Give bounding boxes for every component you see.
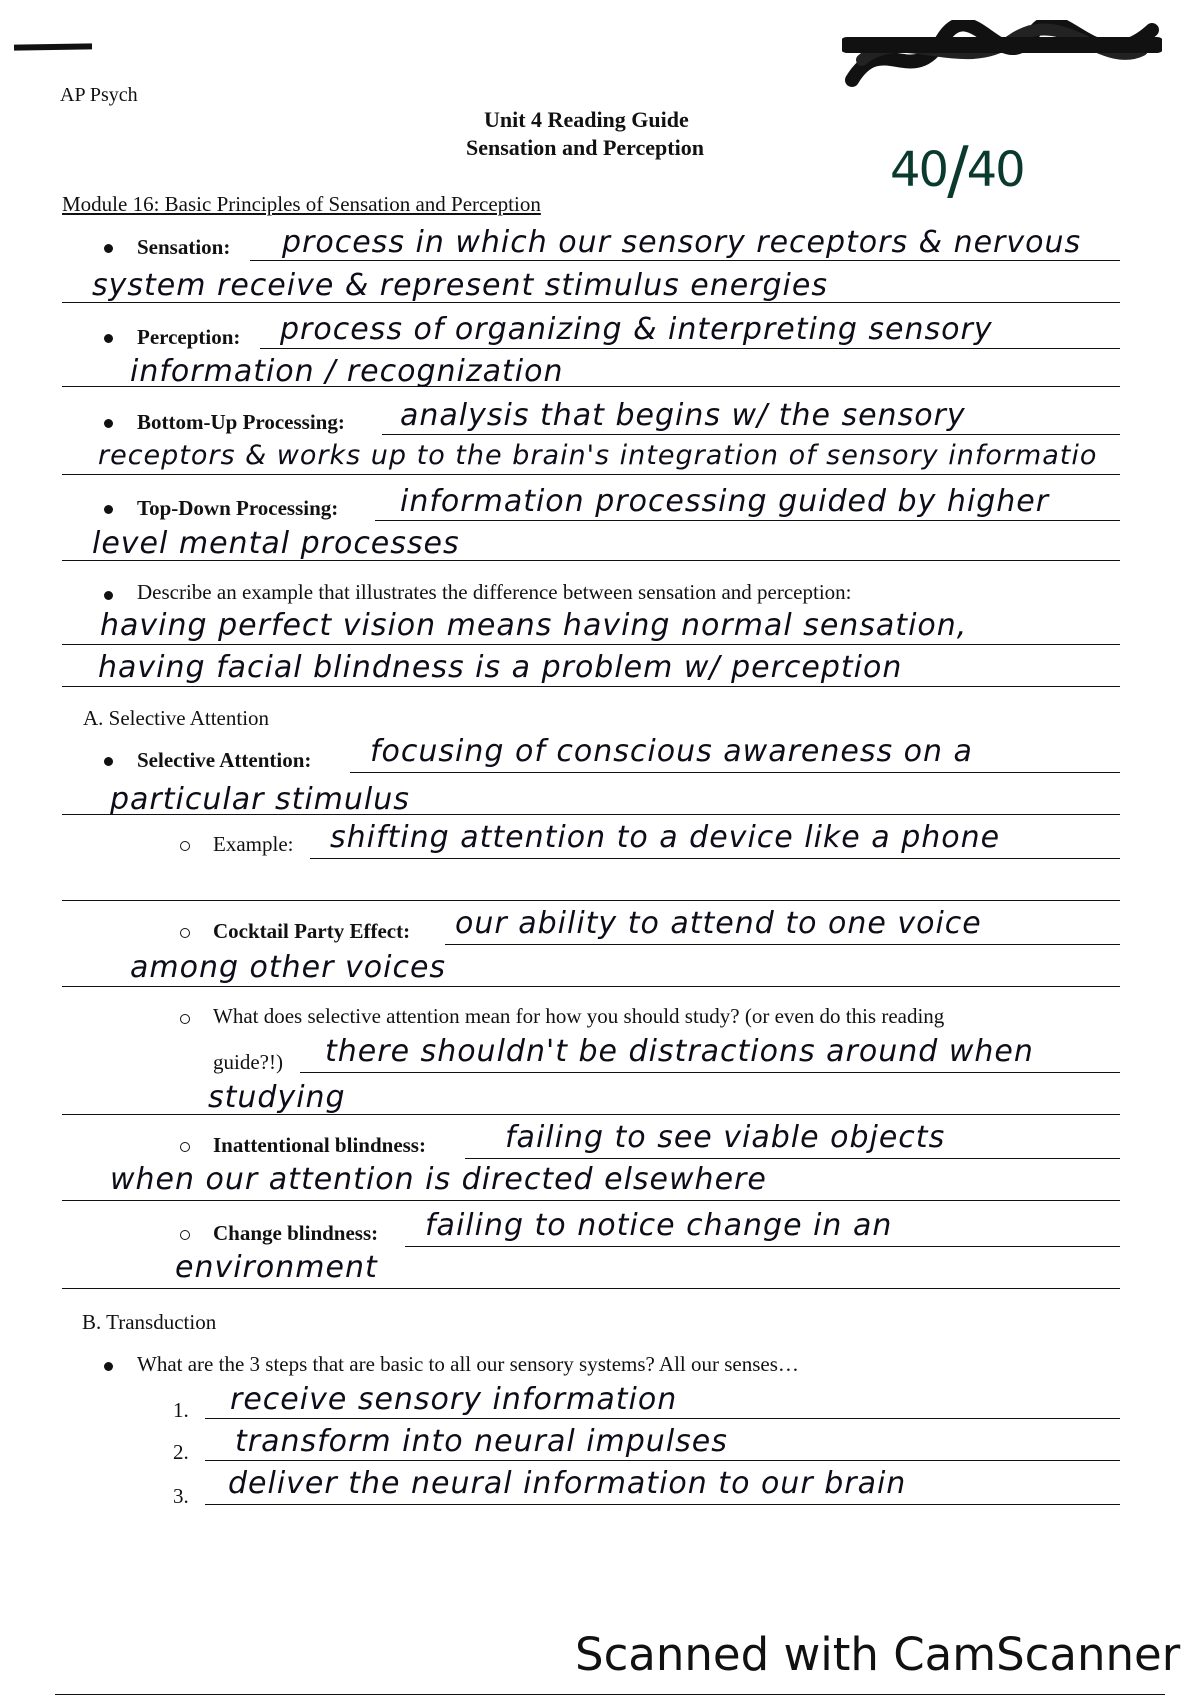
study-question-line2: guide?!) (213, 1050, 283, 1074)
answer-rule (62, 814, 1120, 815)
bullet-icon (104, 334, 113, 343)
selective-attention-answer-line2: particular stimulus (110, 782, 410, 817)
bottom-up-label: Bottom-Up Processing: (137, 410, 345, 434)
sensation-answer-line1: process in which our sensory receptors & nervous (282, 225, 1082, 260)
sub-bullet-icon (180, 1230, 190, 1240)
bullet-icon (104, 419, 113, 428)
example-label: Example: (213, 832, 294, 856)
describe-example-prompt: Describe an example that illustrates the difference between sensation and perception: (137, 580, 852, 604)
step-number: 3. (173, 1484, 189, 1508)
study-answer-line1: there shouldn't be distractions around when (325, 1034, 1034, 1069)
describe-example-answer-line2: having facial blindness is a problem w/ perception (98, 650, 903, 685)
inattentional-blindness-answer-line1: failing to see viable objects (505, 1120, 946, 1155)
cocktail-party-answer-line2: among other voices (130, 950, 447, 985)
answer-rule (250, 260, 1120, 261)
answer-rule (205, 1418, 1120, 1419)
page-title: Unit 4 Reading Guide (484, 107, 689, 132)
top-down-label: Top-Down Processing: (137, 496, 339, 520)
example-answer-line1: shifting attention to a device like a phone (330, 820, 1001, 855)
perception-answer-line1: process of organizing & interpreting sensory (280, 312, 993, 347)
selective-attention-label: Selective Attention: (137, 748, 312, 772)
sub-bullet-icon (180, 928, 190, 938)
step-3-answer: deliver the neural information to our brain (228, 1466, 907, 1501)
answer-rule (465, 1158, 1120, 1159)
answer-rule (62, 686, 1120, 687)
step-number: 2. (173, 1440, 189, 1464)
study-question-line1: What does selective attention mean for how you should study? (or even do this reading (213, 1004, 945, 1028)
answer-rule (445, 944, 1120, 945)
answer-rule (300, 1072, 1120, 1073)
cocktail-party-answer-line1: our ability to attend to one voice (455, 906, 982, 941)
perception-answer-line2: information / recognization (130, 354, 564, 389)
sub-bullet-icon (180, 841, 190, 851)
selective-attention-answer-line1: focusing of conscious awareness on a (370, 734, 973, 769)
answer-rule (62, 644, 1120, 645)
sub-bullet-icon (180, 1142, 190, 1152)
answer-rule (62, 302, 1120, 303)
sub-bullet-icon (180, 1014, 190, 1024)
bottom-up-answer-line1: analysis that begins w/ the sensory (400, 398, 966, 433)
score-total: 40 (966, 142, 1024, 198)
answer-rule (375, 520, 1120, 521)
answer-rule (260, 348, 1120, 349)
top-down-answer-line2: level mental processes (92, 526, 460, 561)
bullet-icon (104, 505, 113, 514)
answer-rule (205, 1460, 1120, 1461)
inattentional-blindness-label: Inattentional blindness: (213, 1133, 426, 1157)
bullet-icon (104, 757, 113, 766)
score-mark: 40/40 (890, 134, 1024, 208)
answer-rule (62, 474, 1120, 475)
section-a-heading: A. Selective Attention (83, 706, 270, 730)
step-2-answer: transform into neural impulses (235, 1424, 728, 1459)
answer-rule (62, 986, 1120, 987)
top-down-answer-line1: information processing guided by higher (400, 484, 1050, 519)
change-blindness-answer-line1: failing to notice change in an (425, 1208, 893, 1243)
page-subtitle: Sensation and Perception (466, 135, 704, 160)
redacted-name-scribble (842, 20, 1162, 90)
step-1-answer: receive sensory information (230, 1382, 678, 1417)
answer-rule (62, 900, 1120, 901)
cocktail-party-label: Cocktail Party Effect: (213, 919, 411, 943)
bullet-icon (104, 1362, 113, 1371)
answer-rule (382, 434, 1120, 435)
inattentional-blindness-answer-line2: when our attention is directed elsewhere (110, 1162, 767, 1197)
course-label: AP Psych (60, 84, 138, 106)
perception-label: Perception: (137, 325, 241, 349)
score-earned: 40 (890, 142, 948, 198)
change-blindness-label: Change blindness: (213, 1221, 379, 1245)
answer-rule (350, 772, 1120, 773)
camscanner-watermark: Scanned with CamScanner (575, 1628, 1181, 1681)
bullet-icon (104, 244, 113, 253)
answer-rule (62, 386, 1120, 387)
module-heading: Module 16: Basic Principles of Sensation and Perception (62, 192, 541, 216)
study-answer-line2: studying (208, 1080, 346, 1115)
answer-rule (62, 1288, 1120, 1289)
step-number: 1. (173, 1398, 189, 1422)
answer-rule (310, 858, 1120, 859)
answer-rule (62, 560, 1120, 561)
transduction-question: What are the 3 steps that are basic to all our sensory systems? All our senses… (137, 1352, 799, 1376)
change-blindness-answer-line2: environment (175, 1250, 378, 1285)
bottom-up-answer-line2: receptors & works up to the brain's integration of sensory informatio (98, 440, 1098, 471)
section-b-heading: B. Transduction (82, 1310, 217, 1334)
answer-rule (62, 1114, 1120, 1115)
answer-rule (405, 1246, 1120, 1247)
corner-pen-mark (14, 43, 92, 50)
answer-rule (62, 1200, 1120, 1201)
bottom-divider (55, 1694, 1165, 1695)
describe-example-answer-line1: having perfect vision means having normal sensation, (100, 608, 968, 643)
sensation-answer-line2: system receive & represent stimulus energies (92, 268, 828, 303)
answer-rule (205, 1504, 1120, 1505)
bullet-icon (104, 591, 113, 600)
sensation-label: Sensation: (137, 235, 231, 259)
